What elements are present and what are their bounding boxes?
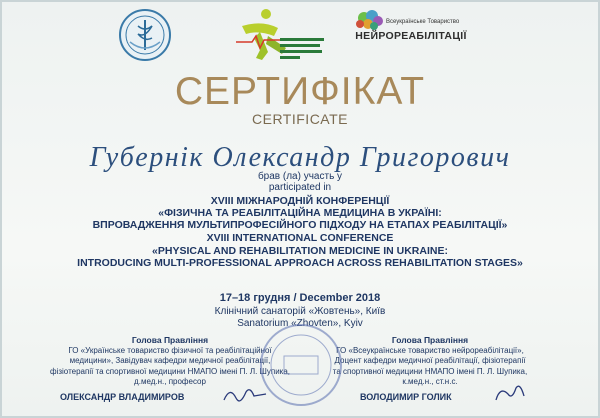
conference-dates: 17–18 грудня / December 2018 bbox=[219, 292, 381, 304]
conference-ua-line3: ВПРОВАДЖЕННЯ МУЛЬТИПРОФЕСІЙНОГО ПІДХОДУ НА ЕТАПАХ РЕАБІЛІТАЦІЇ» bbox=[92, 219, 508, 231]
conference-ua-line1: XVIII МІЖНАРОДНІЙ КОНФЕРЕНЦІЇ bbox=[210, 195, 390, 207]
signatory-left-line3: фізіотерапії та спортивної медицини НМАПО імені П. Л. Шупика, bbox=[49, 366, 291, 376]
signatory-right-heading: Голова Правління bbox=[391, 335, 469, 345]
venue-en: Sanatorium «Zhovten», Kyiv bbox=[237, 318, 363, 329]
signatory-right-name: ВОЛОДИМИР ГОЛИК bbox=[360, 392, 452, 402]
signatory-right-line4: к.мед.н., ст.н.с. bbox=[402, 377, 458, 386]
conference-en-line2: «PHYSICAL AND REHABILITATION MEDICINE IN UKRAINE: bbox=[152, 245, 448, 257]
signatory-left-line2: медицини», Завідувач кафедри медичної реабілітації, bbox=[69, 356, 271, 365]
signatory-left-heading: Голова Правління bbox=[131, 335, 209, 345]
participation-en: participated in bbox=[268, 182, 332, 193]
neurorehab-society-name: НЕЙРОРЕАБІЛІТАЦІЇ bbox=[355, 30, 467, 42]
society-emblem-logo bbox=[118, 8, 172, 62]
recipient-name: Губернік Олександр Григорович bbox=[89, 142, 511, 173]
venue-ua: Клінічний санаторій «Жовтень», Київ bbox=[214, 306, 386, 317]
signatory-right-line1: ГО «Всеукраїнське товариство нейрореабілітації», bbox=[336, 345, 524, 355]
signature-left bbox=[220, 382, 270, 408]
signatory-left-line1: ГО «Українське товариство фізичної та реабілітаційної bbox=[68, 345, 272, 355]
participation-ua: брав (ла) участь у bbox=[257, 171, 343, 182]
signatory-left-line4: д.мед.н., професор bbox=[134, 377, 206, 386]
signatory-left-name: ОЛЕКСАНДР ВЛАДИМИРОВ bbox=[60, 392, 185, 402]
signatory-right-line2: Доцент кафедри медичної реабілітації, фізіотерапії bbox=[334, 356, 526, 365]
signature-right bbox=[490, 380, 530, 408]
official-stamp bbox=[258, 322, 344, 408]
certificate-title: СЕРТИФІКАТ bbox=[174, 70, 426, 113]
society-figure-logo bbox=[232, 6, 328, 66]
conference-en-line3: INTRODUCING MULTI-PROFESSIONAL APPROACH ACROSS REHABILITATION STAGES» bbox=[77, 257, 523, 269]
conference-ua-line2: «ФІЗИЧНА ТА РЕАБІЛІТАЦІЙНА МЕДИЦИНА В УКРАЇНІ: bbox=[158, 207, 442, 219]
certificate-subtitle: CERTIFICATE bbox=[252, 111, 348, 127]
conference-en-line1: XVIII INTERNATIONAL CONFERENCE bbox=[206, 232, 394, 244]
signatory-right-line3: та спортивної медицини НМАПО імені П. Л. Шупика, bbox=[332, 366, 528, 376]
neurorehab-society-caption: Всеукраїнське Товариство bbox=[386, 19, 460, 25]
